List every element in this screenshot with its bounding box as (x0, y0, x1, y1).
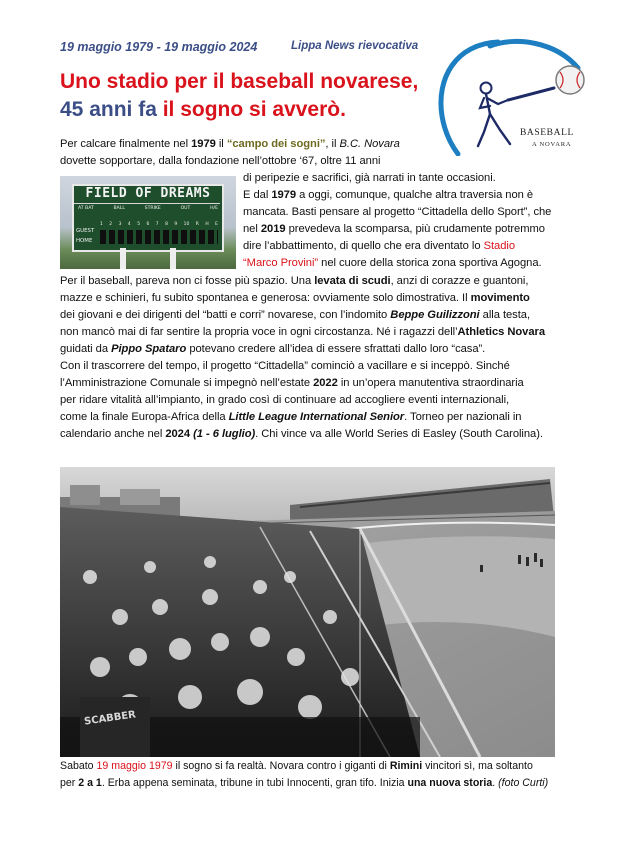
article-line-7: dire l’abbattimento, di quello che era diventato lo Stadio (243, 240, 515, 252)
scoreboard-label: H/E (210, 206, 218, 211)
article-line-4: E dal 1979 a oggi, comunque, qualche altra traversia non è (243, 189, 534, 201)
article-line-18: calendario anche nel 2024 (1 - 6 luglio). Chi vince va alle World Series di Easley (South Carolina). (60, 428, 543, 440)
article-line-5: mancata. Basti pensare al progetto “Cittadella dello Sport”, che (243, 206, 552, 218)
article-line-10: mazze e schinieri, fu subito spontanea e generosa: ovviamente solo dimostrativa. Il movimento (60, 292, 530, 304)
total-label: H (205, 222, 209, 227)
inning-label: 6 (146, 222, 150, 227)
caption-line-1: Sabato 19 maggio 1979 il sogno si fa realtà. Novara contro i giganti di Rimini vincitori sì, ma soltanto (60, 760, 533, 772)
scoreboard-home: HOME (76, 238, 93, 244)
caption-line-2: per 2 a 1. Erba appena seminata, tribune in tubi Innocenti, gran tifo. Inizia una nuova storia. (foto Curti) (60, 777, 549, 789)
scoreboard-label: STRIKE (144, 206, 161, 211)
inning-label: 4 (127, 222, 131, 227)
article-line-1: Per calcare finalmente nel 1979 il “campo dei sogni”, il B.C. Novara (60, 138, 400, 150)
total-label: E (215, 222, 218, 227)
inning-label: 2 (109, 222, 113, 227)
inning-label: 5 (137, 222, 140, 227)
inning-label: 10 (183, 222, 190, 227)
scoreboard-label: BALL (113, 206, 125, 211)
logo-a-novara: A NOVARA (532, 141, 572, 148)
scoreboard-guest: GUEST (76, 228, 95, 234)
article-line-6: nel 2019 prevedeva la scomparsa, più crudamente potremmo (243, 223, 545, 235)
inning-label: 8 (165, 222, 168, 227)
article-line-3: di peripezie e sacrifici, già narrati in tante occasioni. (243, 172, 496, 184)
baseball-novara-logo (428, 38, 588, 156)
article-line-14: Con il trascorrere del tempo, il progetto “Cittadella” cominciò a vacillare e si inceppò. Sinché (60, 360, 510, 372)
article-line-9: Per il baseball, pareva non ci fosse più spazio. Una levata di scudi, anzi di corazze e guantoni, (60, 275, 529, 287)
scoreboard-innings (100, 222, 218, 227)
article-line-8: “Marco Provini” nel cuore della storica zona sportiva Agogna. (243, 257, 542, 269)
scoreboard-label: OUT (180, 206, 191, 211)
logo-baseball: BASEBALL (520, 128, 574, 138)
scoreboard-labels (78, 206, 218, 211)
scoreboard-banner: FIELD OF DREAMS (85, 186, 211, 201)
inning-label: 1 (100, 222, 103, 227)
photo-shirt-text: SCABBER (83, 709, 137, 728)
stadium-photo (60, 467, 555, 757)
total-label: R (195, 222, 199, 227)
article-line-12: non mancò mai di far sentire la propria voce in ogni circostanza. Né i ragazzi dell’Athletics Novara (60, 326, 546, 338)
header-dates: 19 maggio 1979 - 19 maggio 2024 (60, 40, 258, 54)
article-line-16: per ridare vitalità all’impianto, in grado così di continuare ad accogliere eventi internazionali, (60, 394, 510, 406)
title-line-2 (60, 96, 346, 124)
field-of-dreams-scoreboard (60, 176, 236, 269)
title-years: 45 anni fa (60, 98, 157, 121)
article-line-2: dovette sopportare, dalla fondazione nell’ottobre ‘67, oltre 11 anni (60, 155, 381, 167)
article-line-15: l’Amministrazione Comunale si impegnò nell’estate 2022 in un’opera manutentiva straordinaria (60, 377, 524, 389)
title-line-1: Uno stadio per il baseball novarese, (60, 70, 419, 93)
scoreboard-label: AT BAT (78, 206, 94, 211)
article-line-13: guidati da Pippo Spataro potevano credere all’idea di essere sfrattati dallo loro “casa”. (60, 343, 486, 355)
article-line-17: come la finale Europa-Africa della Little League International Senior. Torneo per nazionali in (60, 411, 522, 423)
batter-logo-icon (428, 38, 588, 156)
header-source: Lippa News rievocativa (291, 40, 419, 52)
article-line-11: dei giovani e dei dirigenti del “batti e corri” novarese, con l’indomito Beppe Guilizzoni alla testa, (60, 309, 531, 321)
inning-label: 9 (174, 222, 178, 227)
inning-label: 7 (155, 222, 159, 227)
title-dream: il sogno si avverò. (162, 98, 346, 121)
inning-label: 3 (118, 222, 122, 227)
